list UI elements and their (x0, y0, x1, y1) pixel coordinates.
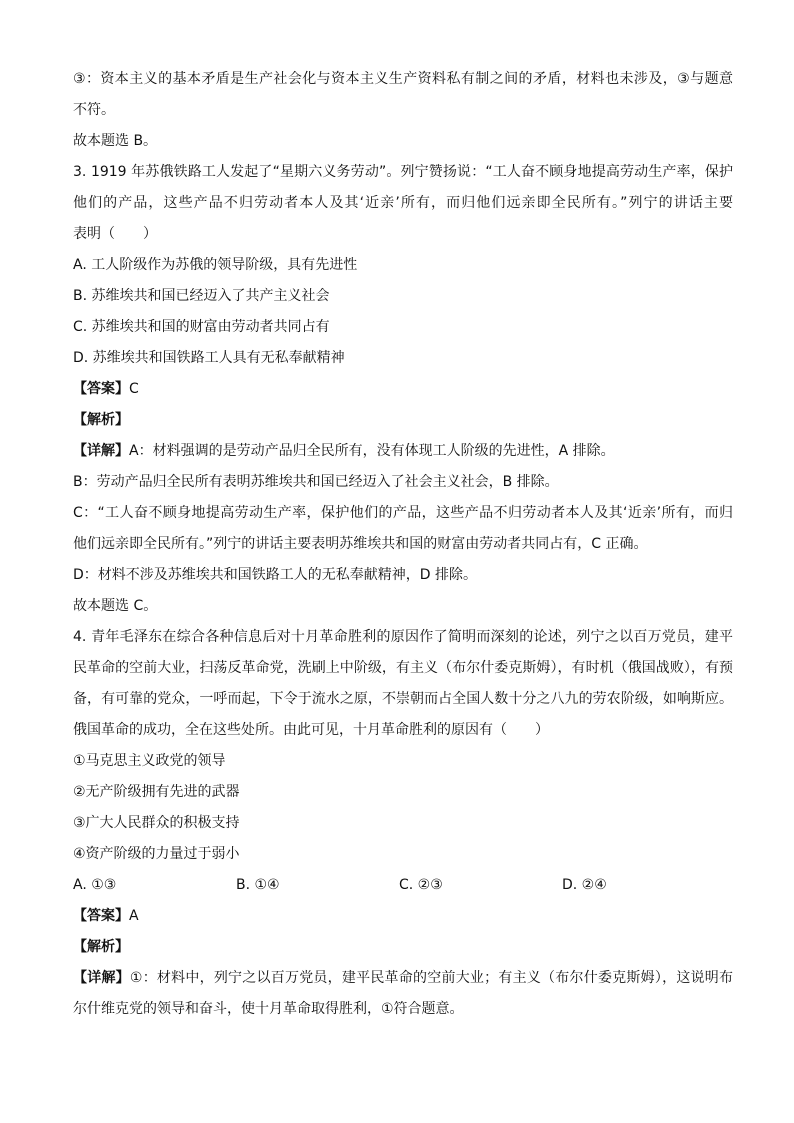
q3-conclusion: 故本题选 C。 (73, 598, 158, 614)
q3-detail-tag: 【详解】 (73, 443, 129, 459)
q4-item-2: ②无产阶级拥有先进的武器 (73, 784, 240, 800)
q4-item-3: ③广大人民群众的积极支持 (73, 815, 240, 831)
q3-detail-c-line2: 他们远亲即全民所有。”列宁的讲话主要表明苏维埃共和国的财富由劳动者共同占有，C 正确。 (73, 536, 648, 552)
q3-option-b: B. 苏维埃共和国已经迈入了共产主义社会 (73, 288, 330, 304)
q4-answer-value: A (129, 908, 139, 924)
q4-stem-line1: 4. 青年毛泽东在综合各种信息后对十月革命胜利的原因作了简明而深刻的论述，列宁之以百万党员，建平 (73, 629, 733, 645)
q4-detail-tag: 【详解】 (73, 970, 130, 986)
q3-stem-line1: 3. 1919 年苏俄铁路工人发起了“星期六义务劳动”。列宁赞扬说：“工人奋不顾身地提高劳动生产率，保护 (73, 164, 733, 180)
q4-item-1: ①马克思主义政党的领导 (73, 753, 226, 769)
q3-option-d: D. 苏维埃共和国铁路工人具有无私奉献精神 (73, 350, 345, 366)
q3-option-a: A. 工人阶级作为苏俄的领导阶级，具有先进性 (73, 257, 358, 273)
q4-option-a: A. ①③ (73, 877, 117, 893)
q3-detail-c-line1: C：“工人奋不顾身地提高劳动生产率，保护他们的产品，这些产品不归劳动者本人及其‘近亲’所有，而归 (73, 505, 733, 521)
q4-stem-line2: 民革命的空前大业，扫荡反革命党，洗刷上中阶级，有主义（布尔什委克斯姆），有时机（俄国战败），有预 (73, 660, 733, 676)
q4-stem-line4: 俄国革命的成功，全在这些处所。由此可见，十月革命胜利的原因有（ ） (73, 722, 549, 738)
q4-item-4: ④资产阶级的力量过于弱小 (73, 846, 240, 862)
prev-conclusion: 故本题选 B。 (73, 133, 158, 149)
q4-detail-line1 (73, 963, 733, 994)
q4-option-d: D. ②④ (562, 877, 607, 893)
q3-answer-value: C (129, 381, 139, 397)
prev-item3-line2: 不符。 (73, 102, 115, 118)
q3-answer-tag: 【答案】 (73, 381, 129, 397)
q3-option-c: C. 苏维埃共和国的财富由劳动者共同占有 (73, 319, 330, 335)
q3-detail-a-text: A：材料强调的是劳动产品归全民所有，没有体现工人阶级的先进性，A 排除。 (129, 443, 615, 459)
q4-option-c: C. ②③ (399, 877, 443, 893)
q4-analysis-tag: 【解析】 (73, 939, 129, 955)
q4-option-b: B. ①④ (236, 877, 280, 893)
q3-answer (73, 374, 733, 405)
document-page (73, 64, 733, 1025)
q3-detail-a (73, 436, 733, 467)
q3-stem-line3: 表明（ ） (73, 226, 157, 242)
q4-answer-tag: 【答案】 (73, 908, 129, 924)
q4-detail-line2: 尔什维克党的领导和奋斗，使十月革命取得胜利，①符合题意。 (73, 1001, 464, 1017)
q4-answer (73, 901, 733, 932)
q4-stem-line3: 备，有可靠的党众，一呼而起，下令于流水之原，不崇朝而占全国人数十分之八九的劳农阶级，如响斯应。 (73, 691, 733, 707)
q3-analysis-tag: 【解析】 (73, 412, 129, 428)
q3-stem-line2: 他们的产品，这些产品不归劳动者本人及其‘近亲’所有，而归他们远亲即全民所有。”列宁的讲话主要 (73, 195, 733, 211)
q4-detail-line1-text: ①：材料中，列宁之以百万党员，建平民革命的空前大业；有主义（布尔什委克斯姆），这说明布 (129, 970, 733, 986)
q4-options (73, 870, 733, 901)
prev-item3-line1: ③：资本主义的基本矛盾是生产社会化与资本主义生产资料私有制之间的矛盾，材料也未涉及，③与题意 (73, 71, 733, 87)
q3-detail-d: D：材料不涉及苏维埃共和国铁路工人的无私奉献精神，D 排除。 (73, 567, 478, 583)
q3-detail-b: B：劳动产品归全民所有表明苏维埃共和国已经迈入了社会主义社会，B 排除。 (73, 474, 559, 490)
